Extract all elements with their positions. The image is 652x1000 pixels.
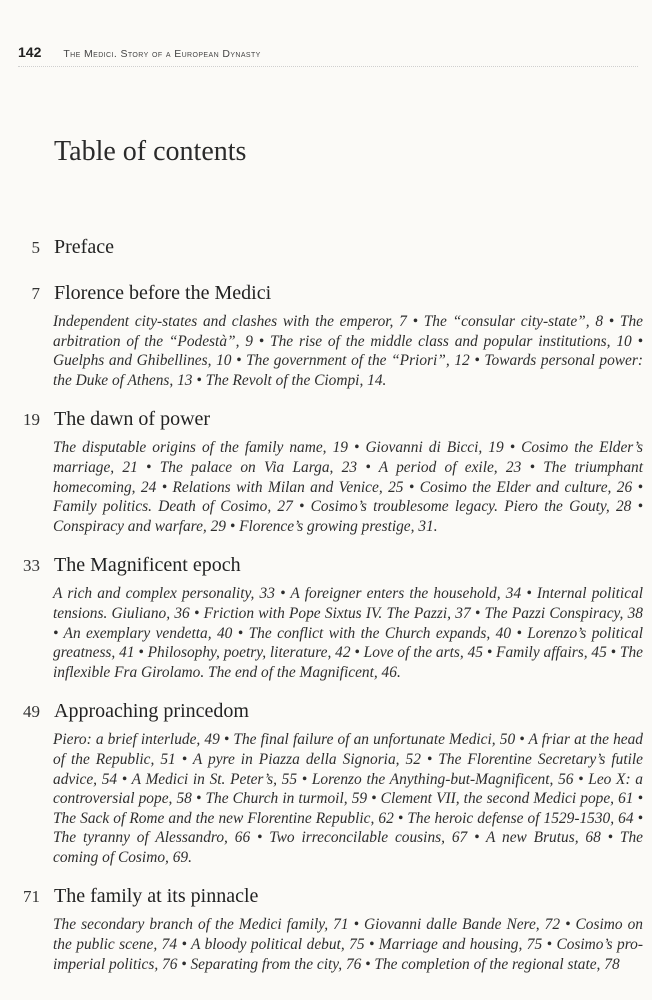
- chapter-page-number: 33: [23, 556, 40, 576]
- running-head: [18, 44, 638, 67]
- chapter-summary: Independent city-states and clashes with the emperor, 7 • The “consular city-state”, 8 • The arbitration of the “Podestà”, 9 • The rise of the middle class and popular institutions, 10 • Guelphs and Ghibellines, 10 • The government of the “Priori”, 12 • Towards personal power: the Duke of Athens, 13 • The Revolt of the Ciompi, 14.: [53, 313, 643, 389]
- book-title: The Medici. Story of a European Dynasty: [63, 48, 261, 60]
- chapter-title: Preface: [54, 236, 114, 258]
- chapter-page-number: 19: [23, 410, 40, 430]
- chapter-title: The dawn of power: [54, 408, 211, 431]
- chapter-summary: A rich and complex personality, 33 • A foreigner enters the household, 34 • Internal political tensions. Giuliano, 36 • Friction with Pope Sixtus IV. The Pazzi, 37 • The Pazzi Conspiracy, 38 • An exemplary vendetta, 40 • The conflict with the Church expands, 40 • Lorenzo’s political greatness, 41 • Philosophy, poetry, literature, 42 • Love of the arts, 45 • Family affairs, 45 • The inflexible Fra Girolamo. The end of the Magnificent, 46.: [53, 585, 643, 681]
- chapter-title: The Magnificent epoch: [54, 554, 241, 577]
- chapter-page-number: 71: [23, 887, 40, 907]
- chapter-preface: [0, 236, 652, 282]
- chapter-page-number: 7: [31, 284, 40, 303]
- chapter-approaching-princedom: [0, 700, 652, 885]
- chapter-title: Approaching princedom: [54, 700, 249, 723]
- chapter-page-number: 49: [23, 702, 40, 722]
- chapter-summary: The secondary branch of the Medici family, 71 • Giovanni dalle Bande Nere, 72 • Cosimo on the public scene, 74 • A bloody political debut, 75 • Marriage and housing, 75 • Cosimo’s pro-imperial politics, 76 • Separating from the city, 76 • The completion of the regional state, 78: [53, 916, 643, 973]
- chapter-magnificent-epoch: [0, 554, 652, 700]
- chapter-florence-before-medici: [0, 282, 652, 408]
- toc-title: Table of contents: [54, 136, 247, 167]
- table-of-contents: [0, 236, 652, 974]
- chapter-family-pinnacle: [0, 885, 652, 974]
- chapter-summary: The disputable origins of the family name, 19 • Giovanni di Bicci, 19 • Cosimo the Elder’s marriage, 21 • The palace on Via Larga, 23 • A period of exile, 23 • The triumphant homecoming, 24 • Relations with Milan and Venice, 25 • Cosimo the Elder and culture, 26 • Family politics. Death of Cosimo, 27 • Cosimo’s troublesome legacy. Piero the Gouty, 28 • Conspiracy and warfare, 29 • Florence’s growing prestige, 31.: [53, 439, 643, 535]
- chapter-page-number: 5: [31, 238, 40, 257]
- page-number: 142: [18, 44, 42, 60]
- chapter-dawn-of-power: [0, 408, 652, 554]
- chapter-title: The family at its pinnacle: [54, 885, 259, 908]
- chapter-summary: Piero: a brief interlude, 49 • The final failure of an unfortunate Medici, 50 • A friar at the head of the Republic, 51 • A pyre in Piazza della Signoria, 52 • The Florentine Secretary’s futile advice, 54 • A Medici in St. Peter’s, 55 • Lorenzo the Anything-but-Magnificent, 56 • Leo X: a controversial pope, 58 • The Church in turmoil, 59 • Clement VII, the second Medici pope, 61 • The Sack of Rome and the new Florentine Republic, 62 • The heroic defense of 1529-1530, 64 • The tyranny of Alessandro, 66 • Two irreconcilable cousins, 67 • A new Brutus, 68 • The coming of Cosimo, 69.: [53, 731, 643, 866]
- chapter-title: Florence before the Medici: [54, 282, 272, 304]
